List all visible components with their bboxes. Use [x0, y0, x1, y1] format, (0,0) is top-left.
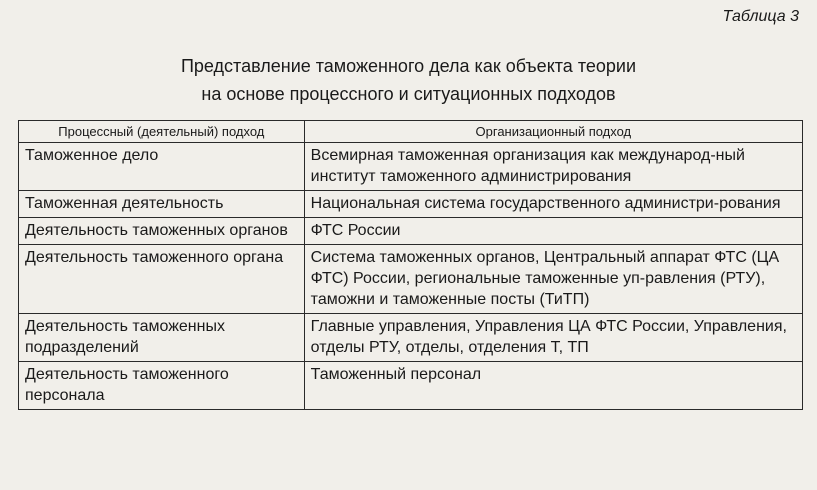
organization-cell: Всемирная таможенная организация как международ-ный институт таможенного администрирования [304, 143, 802, 191]
process-cell: Таможенное дело [19, 143, 305, 191]
table-row [19, 362, 803, 410]
header-process-approach: Процессный (деятельный) подход [19, 121, 305, 143]
comparison-table [18, 120, 803, 410]
organization-cell: ФТС России [304, 218, 802, 245]
table-row [19, 218, 803, 245]
table-header-row [19, 121, 803, 143]
table-row [19, 143, 803, 191]
process-cell: Деятельность таможенных органов [19, 218, 305, 245]
table-row [19, 314, 803, 362]
organization-cell: Система таможенных органов, Центральный аппарат ФТС (ЦА ФТС) России, региональные таможенные уп-равления (РТУ), таможни и таможенные посты (ТиТП) [304, 245, 802, 314]
table-row [19, 191, 803, 218]
organization-cell: Национальная система государственного администри-рования [304, 191, 802, 218]
process-cell: Деятельность таможенного персонала [19, 362, 305, 410]
process-cell: Деятельность таможенных подразделений [19, 314, 305, 362]
process-cell: Деятельность таможенного органа [19, 245, 305, 314]
header-organizational-approach: Организационный подход [304, 121, 802, 143]
title-line-1: Представление таможенного дела как объекта теории [180, 56, 637, 76]
title-line-2: на основе процессного и ситуационных подходов [201, 84, 616, 104]
table-title [0, 52, 817, 108]
organization-cell: Главные управления, Управления ЦА ФТС России, Управления, отделы РТУ, отделы, отделения Т, ТП [304, 314, 802, 362]
table-row [19, 245, 803, 314]
table-number: Таблица 3 [722, 8, 799, 25]
organization-cell: Таможенный персонал [304, 362, 802, 410]
process-cell: Таможенная деятельность [19, 191, 305, 218]
